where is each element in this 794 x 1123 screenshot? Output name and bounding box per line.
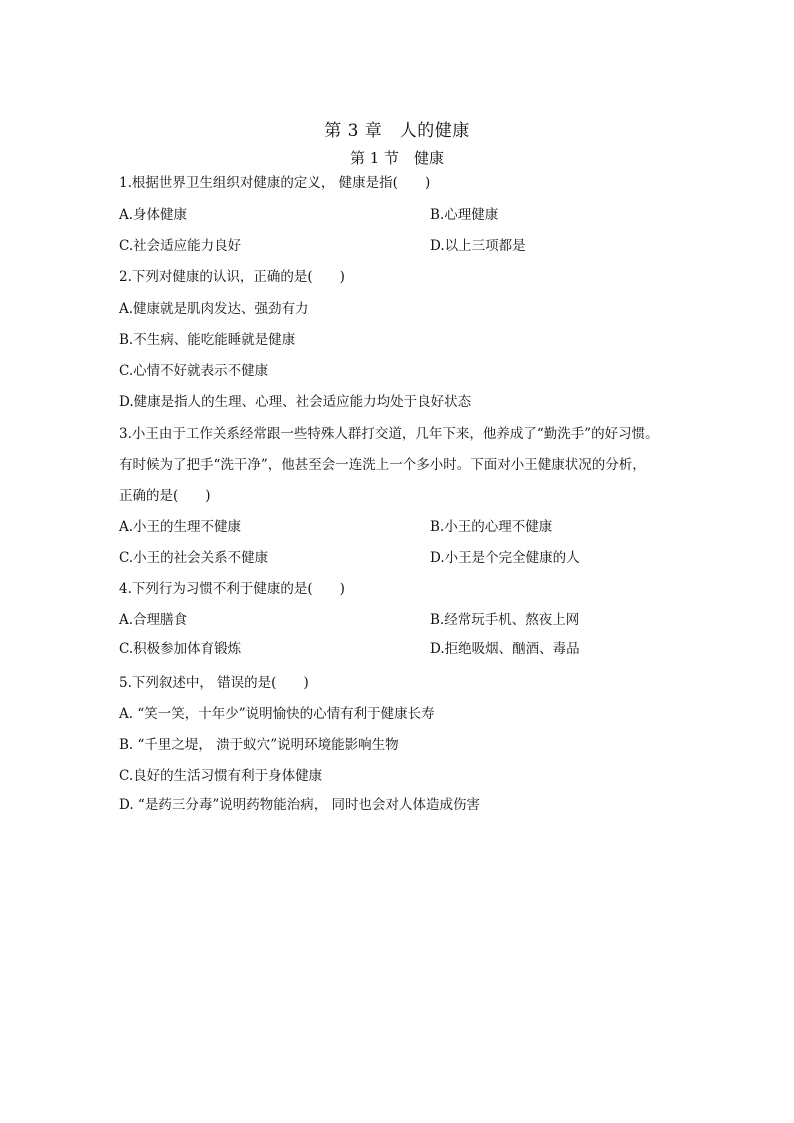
question-1-option-c: C.社会适应能力良好 [119, 238, 242, 254]
question-3-stem-line-2: 有时候为了把手“洗干净”，他甚至会一连洗上一个多小时。下面对小王健康状况的分析， [119, 457, 646, 473]
question-4-option-a: A.合理膳食 [119, 612, 188, 628]
question-3-stem-line-1: 3.小王由于工作关系经常跟一些特殊人群打交道，几年下来，他养成了“勤洗手”的好习惯。 [119, 426, 659, 442]
question-1-option-a: A.身体健康 [119, 207, 188, 223]
question-3-option-c: C.小王的社会关系不健康 [119, 550, 269, 566]
question-2-option-d: D.健康是指人的生理、心理、社会适应能力均处于良好状态 [119, 394, 472, 410]
question-5-option-d: D. “是药三分毒”说明药物能治病， 同时也会对人体造成伤害 [119, 797, 481, 813]
question-3-option-a: A.小王的生理不健康 [119, 519, 242, 535]
question-3-option-d: D.小王是个完全健康的人 [430, 550, 580, 566]
question-1-option-b: B.心理健康 [430, 207, 499, 223]
question-3-option-b: B.小王的心理不健康 [430, 519, 553, 535]
section-title: 第 1 节 健康 [349, 149, 445, 167]
question-2-stem: 2.下列对健康的认识，正确的是( ) [119, 269, 345, 285]
question-4-option-b: B.经常玩手机、熬夜上网 [430, 612, 580, 628]
chapter-title: 第 3 章 人的健康 [324, 121, 470, 141]
question-5-option-c: C.良好的生活习惯有利于身体健康 [119, 768, 323, 784]
question-3-stem-line-3: 正确的是( ) [119, 488, 211, 504]
question-4-option-d: D.拒绝吸烟、酗酒、毒品 [430, 641, 580, 657]
question-5-option-b: B. “千里之堤， 溃于蚁穴”说明环境能影响生物 [119, 737, 399, 753]
question-2-option-b: B.不生病、能吃能睡就是健康 [119, 332, 296, 348]
question-4-option-c: C.积极参加体育锻炼 [119, 641, 242, 657]
question-4-stem: 4.下列行为习惯不利于健康的是( ) [119, 581, 345, 597]
question-1-stem: 1.根据世界卫生组织对健康的定义， 健康是指( ) [119, 175, 431, 191]
question-2-option-c: C.心情不好就表示不健康 [119, 363, 269, 379]
question-5-option-a: A. “笑一笑，十年少”说明愉快的心情有利于健康长寿 [119, 706, 435, 722]
question-1-option-d: D.以上三项都是 [430, 238, 526, 254]
question-5-stem: 5.下列叙述中， 错误的是( ) [119, 675, 309, 691]
question-2-option-a: A.健康就是肌肉发达、强劲有力 [119, 301, 309, 317]
